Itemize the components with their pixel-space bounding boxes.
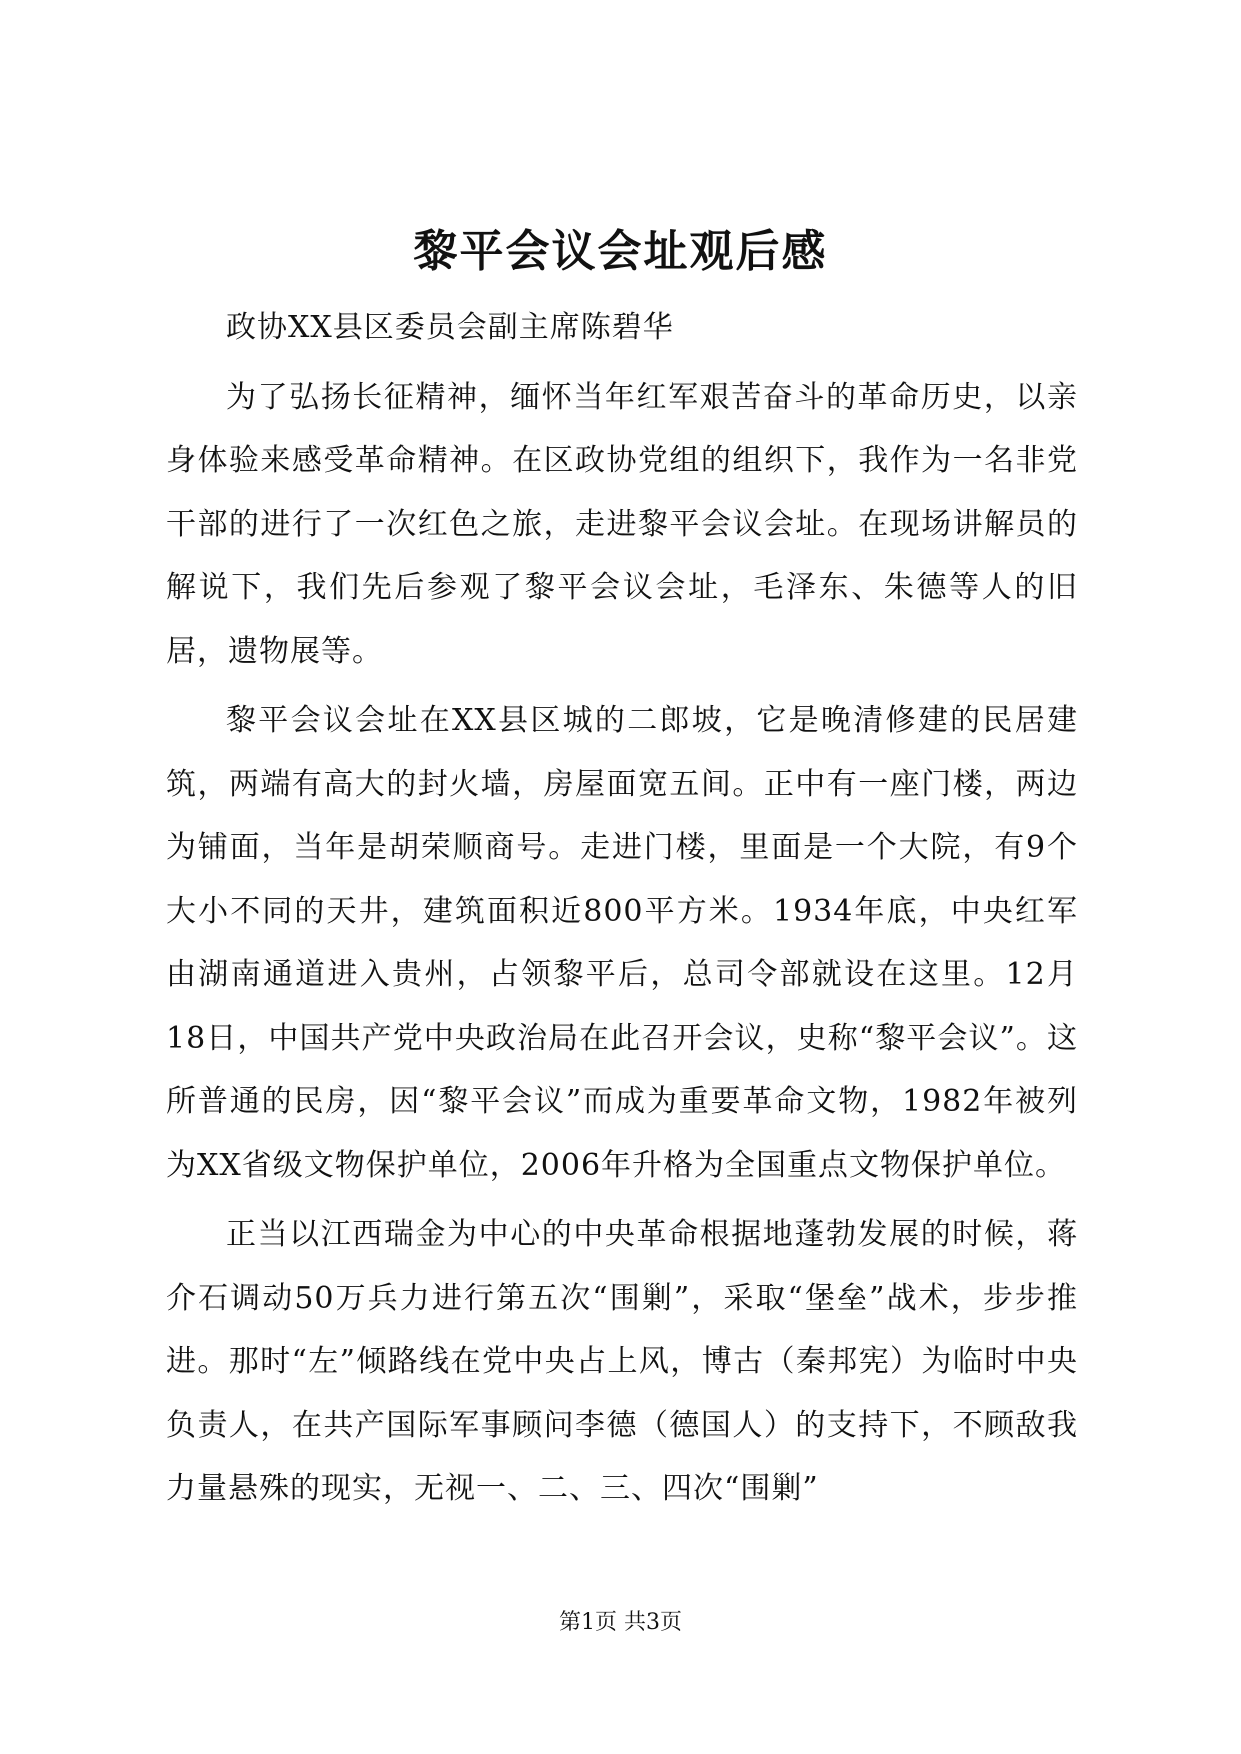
- document-body: [166, 296, 1078, 1527]
- page-number-footer: 第1页 共3页: [559, 1610, 682, 1635]
- author-byline: 政协XX县区委员会副主席陈碧华: [226, 310, 674, 345]
- paragraph: 正当以江西瑞金为中心的中央革命根据地蓬勃发展的时候，蒋介石调动50万兵力进行第五次“围剿”，采取“堡垒”战术，步步推进。那时“左”倾路线在党中央占上风，博古（秦邦宪）为临时中央负责人，在共产国际军事顾问李德（德国人）的支持下，不顾敌我力量悬殊的现实，无视一、二、三、四次“围剿”: [166, 1217, 1078, 1506]
- paragraph: 黎平会议会址在XX县区城的二郎坡，它是晚清修建的民居建筑，两端有高大的封火墙，房屋面宽五间。正中有一座门楼，两边为铺面，当年是胡荣顺商号。走进门楼，里面是一个大院，有9个大小不同的天井，建筑面积近800平方米。1934年底，中央红军由湖南通道进入贵州，占领黎平后，总司令部就设在这里。12月18日，中国共产党中央政治局在此召开会议，史称“黎平会议”。这所普通的民房，因“黎平会议”而成为重要革命文物，1982年被列为XX省级文物保护单位，2006年升格为全国重点文物保护单位。: [166, 703, 1078, 1183]
- document-title: 黎平会议会址观后感: [413, 226, 828, 277]
- paragraph: 为了弘扬长征精神，缅怀当年红军艰苦奋斗的革命历史，以亲身体验来感受革命精神。在区政协党组的组织下，我作为一名非党干部的进行了一次红色之旅，走进黎平会议会址。在现场讲解员的解说下，我们先后参观了黎平会议会址，毛泽东、朱德等人的旧居，遗物展等。: [166, 379, 1078, 669]
